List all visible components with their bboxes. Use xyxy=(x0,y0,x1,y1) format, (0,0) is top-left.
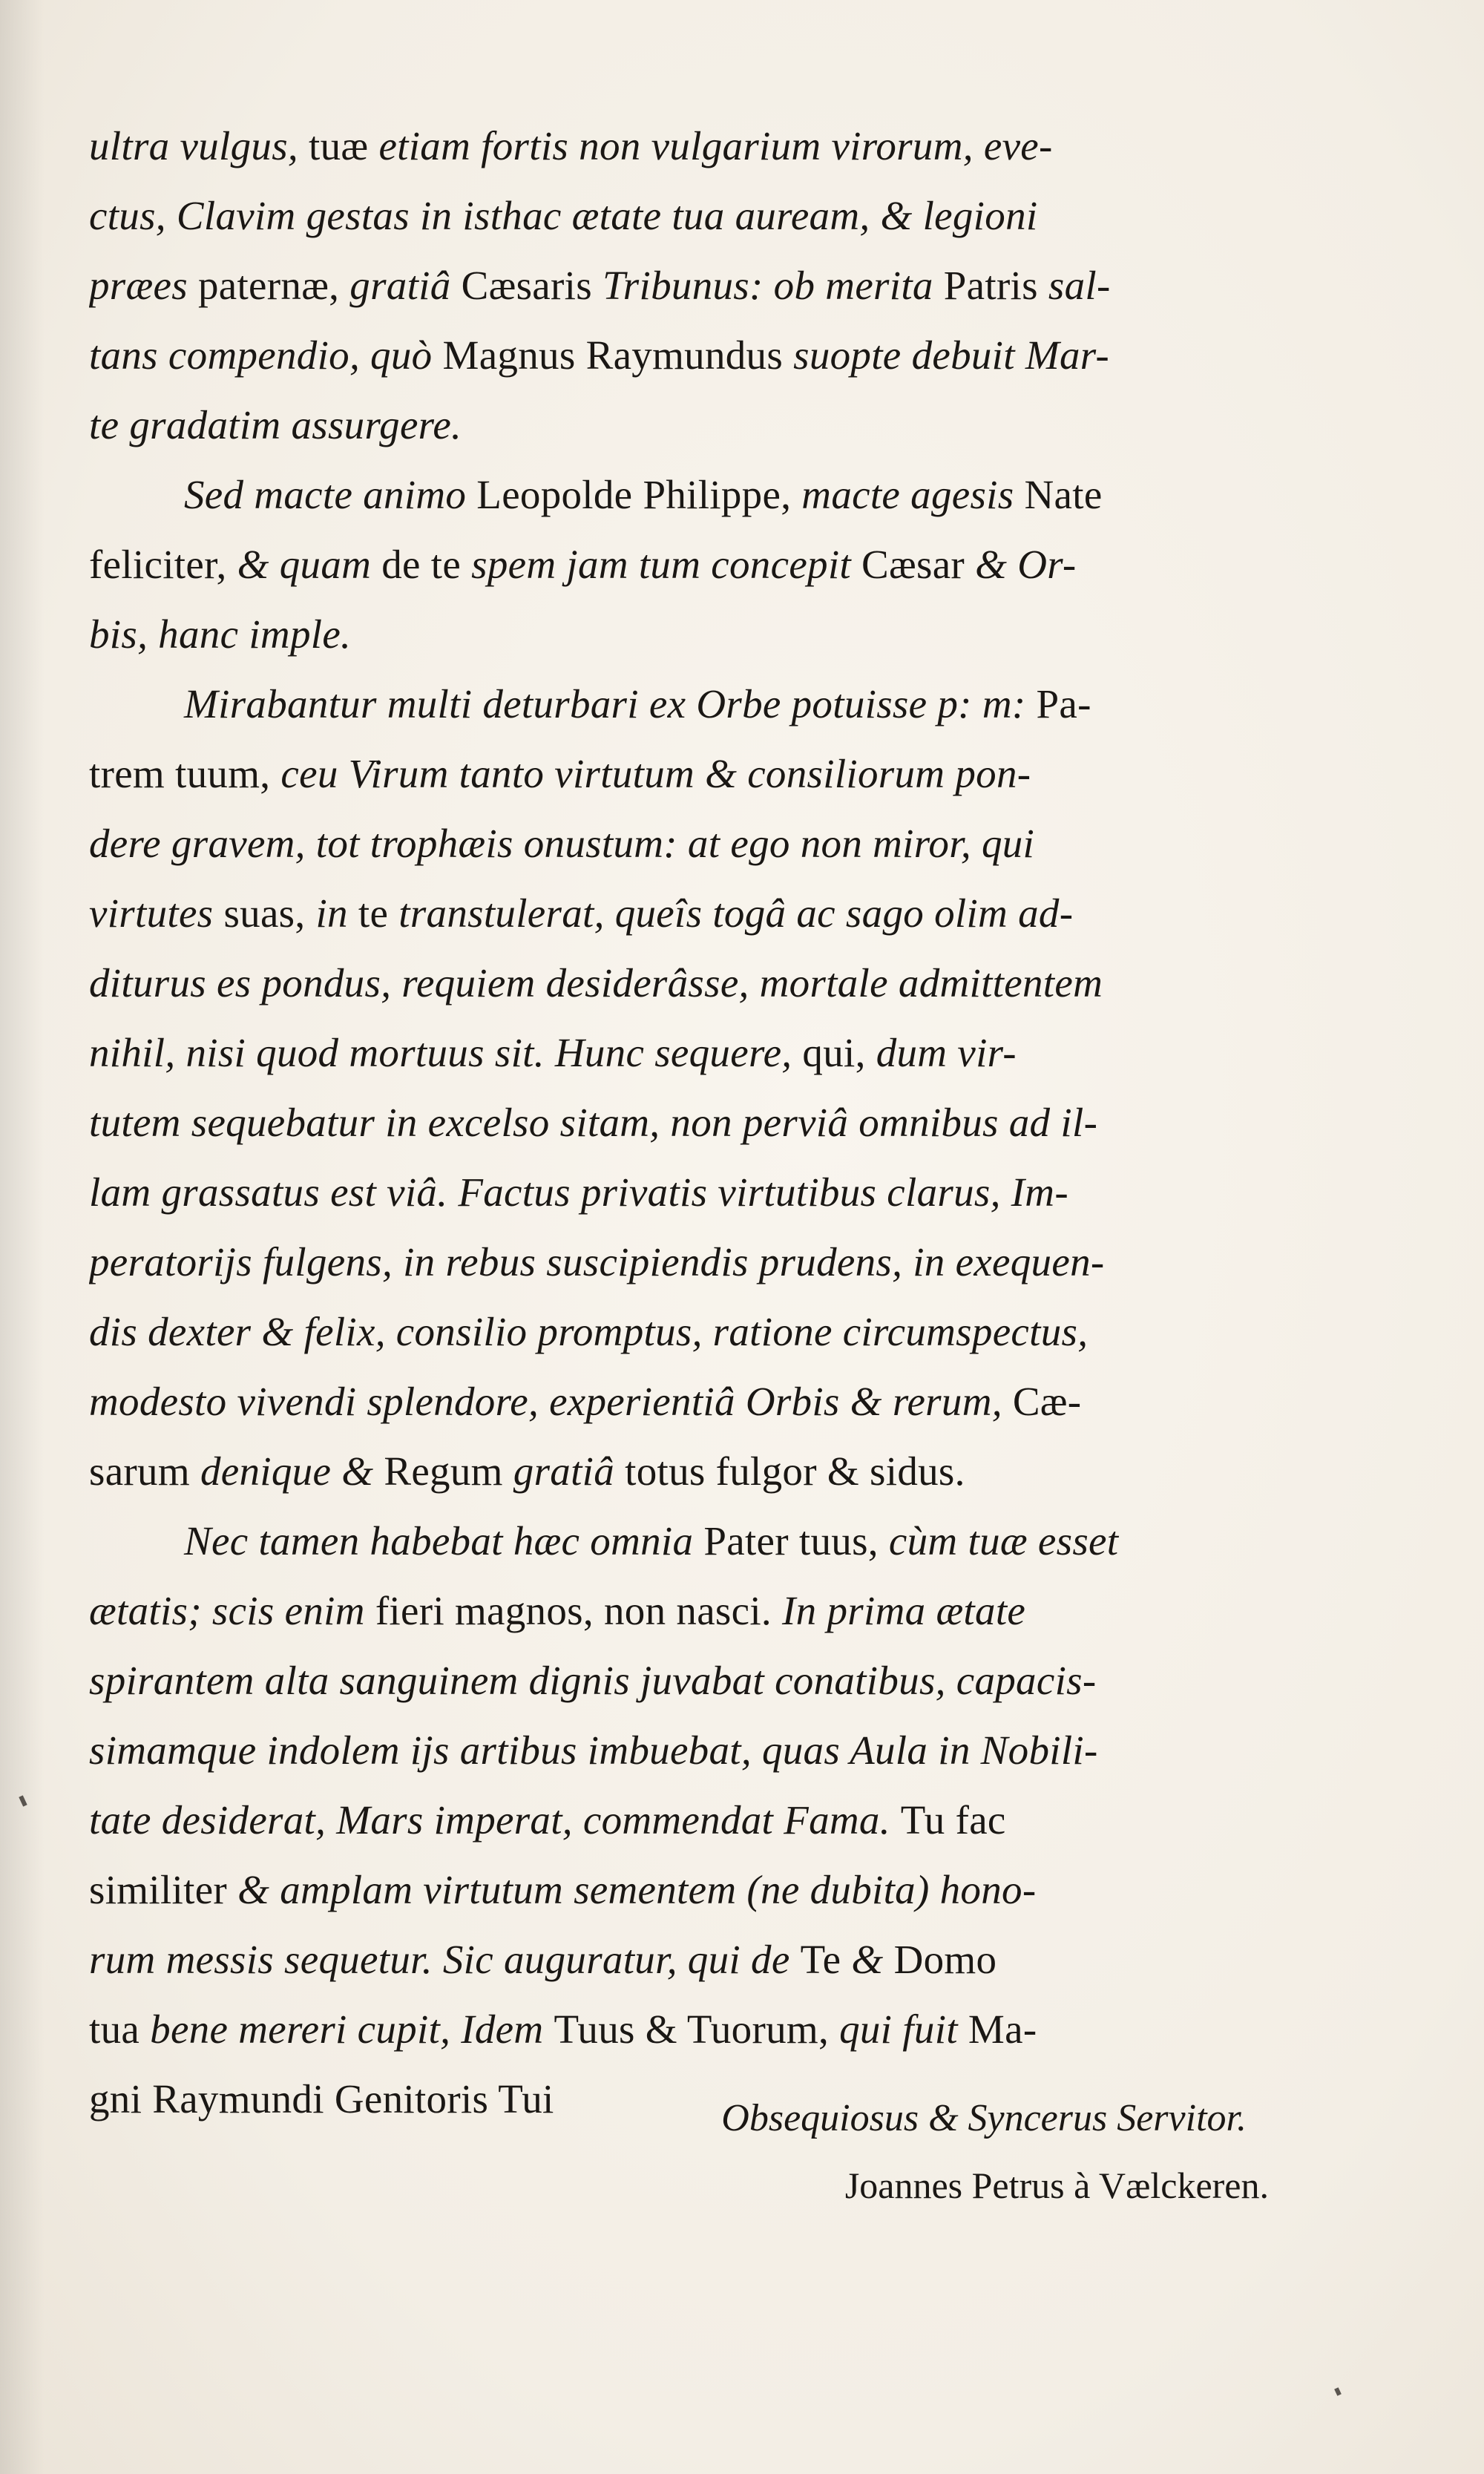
italic-text-segment: dum vir- xyxy=(876,1030,1017,1075)
roman-text-segment: tua xyxy=(89,2007,151,2052)
italic-text-segment: sal- xyxy=(1048,263,1111,308)
roman-text-segment: suas, xyxy=(223,890,316,936)
italic-text-segment: Sed macte animo xyxy=(184,472,477,517)
roman-text-segment: Pa- xyxy=(1036,681,1091,726)
text-line xyxy=(89,1646,1298,1716)
text-line xyxy=(89,390,1298,460)
text-line xyxy=(89,1437,1298,1506)
roman-text-segment: sarum xyxy=(89,1448,200,1494)
italic-text-segment: gratiâ xyxy=(349,263,462,308)
text-line xyxy=(89,948,1298,1018)
text-line xyxy=(89,1088,1298,1158)
text-line xyxy=(89,1018,1298,1088)
italic-text-segment: macte agesis xyxy=(801,472,1025,517)
text-line xyxy=(89,1297,1298,1367)
italic-text-segment: bis, hanc imple. xyxy=(89,611,352,657)
roman-text-segment: qui, xyxy=(802,1030,876,1075)
italic-text-segment: etiam fortis non vulgarium virorum, eve- xyxy=(378,123,1053,168)
text-line xyxy=(89,460,1298,530)
italic-text-segment: in xyxy=(315,890,358,936)
signoff-block xyxy=(89,2085,1298,2219)
text-line xyxy=(89,1855,1298,1925)
italic-text-segment: ætatis; scis enim xyxy=(89,1588,375,1633)
italic-text-segment: nihil, nisi quod mortuus sit. Hunc sequere, xyxy=(89,1030,803,1075)
italic-text-segment: dis dexter & felix, consilio promptus, ratione circumspectus, xyxy=(89,1309,1089,1354)
text-line xyxy=(89,111,1298,181)
italic-text-segment: lam grassatus est viâ. Factus privatis virtutibus clarus, Im- xyxy=(89,1169,1068,1215)
italic-text-segment: spem jam tum concepit xyxy=(471,542,862,587)
text-line xyxy=(89,321,1298,390)
roman-text-segment: te xyxy=(358,890,399,936)
italic-text-segment: & quam xyxy=(237,542,382,587)
text-line xyxy=(89,739,1298,809)
roman-text-segment: Cæsar xyxy=(861,542,976,587)
roman-text-segment: Cæ- xyxy=(1012,1379,1082,1424)
text-line xyxy=(89,600,1298,669)
roman-text-segment: Ma- xyxy=(968,2007,1037,2052)
italic-text-segment: dere gravem, tot trophæis onustum: at ego non miror, qui xyxy=(89,821,1035,866)
signature-line: Joannes Petrus à Vælckeren. xyxy=(844,2165,1269,2206)
italic-text-segment: præes xyxy=(89,263,198,308)
italic-text-segment: suopte debuit Mar- xyxy=(793,332,1110,378)
roman-text-segment: Cæsaris xyxy=(461,263,603,308)
roman-text-segment: feliciter, xyxy=(89,542,237,587)
text-line xyxy=(89,530,1298,600)
text-line xyxy=(89,1576,1298,1646)
italic-text-segment: te gradatim assurgere. xyxy=(89,402,462,447)
italic-text-segment: & amplam virtutum sementem (ne dubita) hono- xyxy=(237,1867,1037,1912)
italic-text-segment: cùm tuæ esset xyxy=(888,1518,1119,1564)
text-line xyxy=(89,1227,1298,1297)
roman-text-segment: similiter xyxy=(89,1867,238,1912)
roman-text-segment: Te xyxy=(800,1937,852,1982)
roman-text-segment: gni Raymundi Genitoris Tui xyxy=(89,2076,554,2122)
roman-text-segment: Patris xyxy=(943,263,1048,308)
text-line xyxy=(89,669,1298,739)
italic-text-segment: denique & xyxy=(200,1448,384,1494)
italic-text-segment: ceu Virum tanto virtutum & consiliorum pon- xyxy=(280,751,1031,796)
roman-text-segment: Tu fac xyxy=(900,1797,1006,1843)
italic-text-segment: tutem sequebatur in excelso sitam, non perviâ omnibus ad il- xyxy=(89,1100,1098,1145)
margin-speck xyxy=(1334,2387,1342,2396)
body-text xyxy=(89,111,1298,2134)
roman-text-segment: de te xyxy=(381,542,472,587)
text-line xyxy=(89,251,1298,321)
italic-text-segment: & Or- xyxy=(975,542,1077,587)
servitor-line: Obsequiosus & Syncerus Servitor. xyxy=(721,2097,1247,2139)
italic-text-segment: simamque indolem ijs artibus imbuebat, quas Aula in Nobili- xyxy=(89,1727,1098,1773)
roman-text-segment: fieri magnos, non nasci. xyxy=(375,1588,783,1633)
page-gutter-shadow xyxy=(0,0,45,2474)
roman-text-segment: trem tuum, xyxy=(89,751,281,796)
italic-text-segment: diturus es pondus, requiem desiderâsse, mortale admittentem xyxy=(89,960,1103,1005)
roman-text-segment: Regum xyxy=(384,1448,513,1494)
italic-text-segment: Mirabantur multi deturbari ex Orbe potuisse p: m: xyxy=(184,681,1037,726)
roman-text-segment: Nate xyxy=(1024,472,1103,517)
roman-text-segment: tuæ xyxy=(309,123,379,168)
text-line xyxy=(89,181,1298,251)
italic-text-segment: transtulerat, queîs togâ ac sago olim ad- xyxy=(398,890,1074,936)
text-line xyxy=(89,1506,1298,1576)
roman-text-segment: Tuus & Tuorum, xyxy=(554,2007,840,2052)
roman-text-segment: Pater tuus, xyxy=(703,1518,889,1564)
italic-text-segment: Tribunus: ob merita xyxy=(602,263,944,308)
italic-text-segment: peratorijs fulgens, in rebus suscipiendis prudens, in exequen- xyxy=(89,1239,1105,1284)
italic-text-segment: ultra vulgus, xyxy=(89,123,309,168)
text-line xyxy=(89,1785,1298,1855)
italic-text-segment: & xyxy=(851,1937,894,1982)
text-line xyxy=(89,1158,1298,1227)
text-line xyxy=(89,1367,1298,1437)
italic-text-segment: virtutes xyxy=(89,890,224,936)
italic-text-segment: bene mereri cupit, Idem xyxy=(150,2007,554,2052)
roman-text-segment: Magnus Raymundus xyxy=(442,332,794,378)
text-line xyxy=(89,879,1298,948)
roman-text-segment: Leopolde Philippe, xyxy=(476,472,802,517)
italic-text-segment: tans compendio, quò xyxy=(89,332,443,378)
text-line xyxy=(89,1995,1298,2064)
italic-text-segment: rum messis sequetur. Sic auguratur, qui de xyxy=(89,1937,801,1982)
roman-text-segment: Domo xyxy=(893,1937,997,1982)
italic-text-segment: qui fuit xyxy=(839,2007,968,2052)
text-line xyxy=(89,1716,1298,1785)
roman-text-segment: totus fulgor & sidus. xyxy=(625,1448,965,1494)
italic-text-segment: tate desiderat, Mars imperat, commendat Fama. xyxy=(89,1797,901,1843)
text-line xyxy=(89,1925,1298,1995)
italic-text-segment: gratiâ xyxy=(513,1448,626,1494)
italic-text-segment: In prima ætate xyxy=(782,1588,1026,1633)
italic-text-segment: ctus, Clavim gestas in isthac ætate tua auream, & legioni xyxy=(89,193,1038,238)
italic-text-segment: Nec tamen habebat hæc omnia xyxy=(184,1518,704,1564)
italic-text-segment: modesto vivendi splendore, experientiâ Orbis & rerum, xyxy=(89,1379,1013,1424)
roman-text-segment: paternæ, xyxy=(197,263,350,308)
text-line xyxy=(89,809,1298,879)
italic-text-segment: spirantem alta sanguinem dignis juvabat conatibus, capacis- xyxy=(89,1658,1097,1703)
